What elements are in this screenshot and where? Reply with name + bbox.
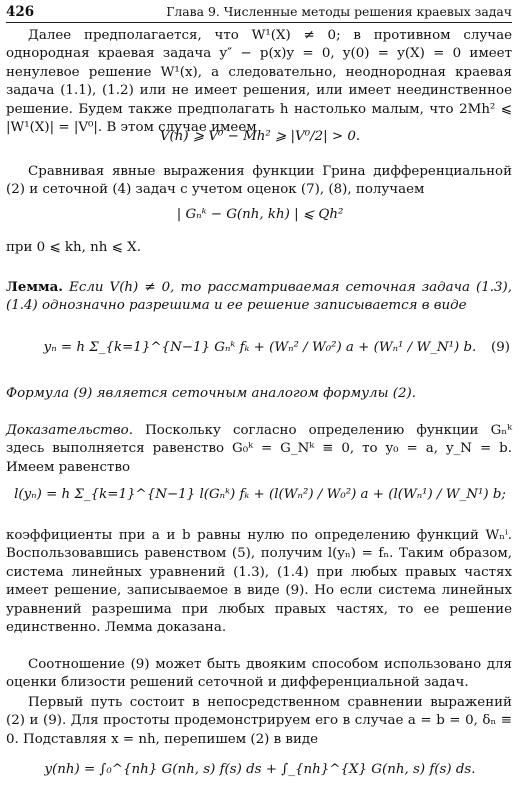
- chapter-title: Глава 9. Численные методы решения краевых задач: [166, 4, 512, 19]
- lemma-text: Если V(h) ≠ 0, то рассматриваемая сеточная задача (1.3), (1.4) однозначно разрешима и ее решение записывается в виде: [6, 280, 512, 314]
- proof-text: Поскольку согласно определению функции Gₙᵏ здесь выполняется равенство G₀ᵏ = G_Nᵏ ≡ 0, то y₀ = a, y_N = b. Имеем равенство: [6, 423, 512, 475]
- formula-y-nh: y(nh) = ∫₀^{nh} G(nh, s) f(s) ds + ∫_{nh}^{X} G(nh, s) f(s) ds.: [44, 762, 476, 777]
- page-number: 426: [6, 4, 35, 20]
- paragraph-first-way: Первый путь состоит в непосредственном сравнении выражений (2) и (9). Для простоты продемонстрируем его в случае a = b = 0, δₙ ≡ 0. Подставляя x = nh, перепишем (2) в виде: [6, 695, 512, 747]
- proof-paragraph: [6, 422, 512, 477]
- equation-number-9: (9): [491, 340, 510, 355]
- paragraph-two-ways: Соотношение (9) может быть двояким способом использовано для оценки близости решений сеточной и дифференциальной задач.: [6, 657, 512, 691]
- paragraph-assumption: Далее предполагается, что W¹(X) ≠ 0; в противном случае однородная краевая задача y″ − p(x)y = 0, y(0) = y(X) = 0 имеет ненулевое решение W¹(x), а следовательно, неоднородная краевая задача (1.1), (1.2) или не имеет решения, или имеет неединственное решение. Будем также предполагать h настолько малым, что 2Mh² ⩽ |W¹(X)| = |V⁰|. В этом случае имеем: [6, 28, 512, 136]
- lemma-statement: [6, 278, 512, 316]
- formula-l-yn: l(yₙ) = h Σ_{k=1}^{N−1} l(Gₙᵏ) fₖ + (l(Wₙ²) / W₀²) a + (l(Wₙ¹) / W_N¹) b;: [14, 487, 506, 502]
- formula-green-estimate: | Gₙᵏ − G(nh, kh) | ⩽ Qh²: [176, 207, 344, 222]
- paragraph-proof-end: коэффициенты при a и b равны нулю по определению функций Wₙⁱ. Воспользовавшись равенством (5), получим l(yₙ) = fₙ. Таким образом, система линейных уравнений (1.3), (1.4) при любых правых частях имеет решение, записываемое в виде (9). Но если система линейных уравнений разрешима при любых правых частях, то ее решение единственно. Лемма доказана.: [6, 528, 512, 636]
- paragraph-range: при 0 ⩽ kh, nh ⩽ X.: [6, 240, 141, 255]
- lemma-label: Лемма.: [6, 279, 63, 295]
- running-header: [6, 4, 512, 23]
- proof-label: Доказательство.: [6, 423, 133, 438]
- paragraph-formula-analog: Формула (9) является сеточным аналогом формулы (2).: [6, 386, 416, 401]
- paragraph-green-compare: Сравнивая явные выражения функции Грина дифференциальной (2) и сеточной (4) задач с учетом оценок (7), (8), получаем: [6, 164, 512, 198]
- formula-v-estimate: V(h) ⩾ V⁰ − Mh² ⩾ |V⁰/2| > 0.: [159, 129, 361, 144]
- formula-9: yₙ = h Σ_{k=1}^{N−1} Gₙᵏ fₖ + (Wₙ² / W₀²) a + (Wₙ¹ / W_N¹) b.: [43, 340, 477, 355]
